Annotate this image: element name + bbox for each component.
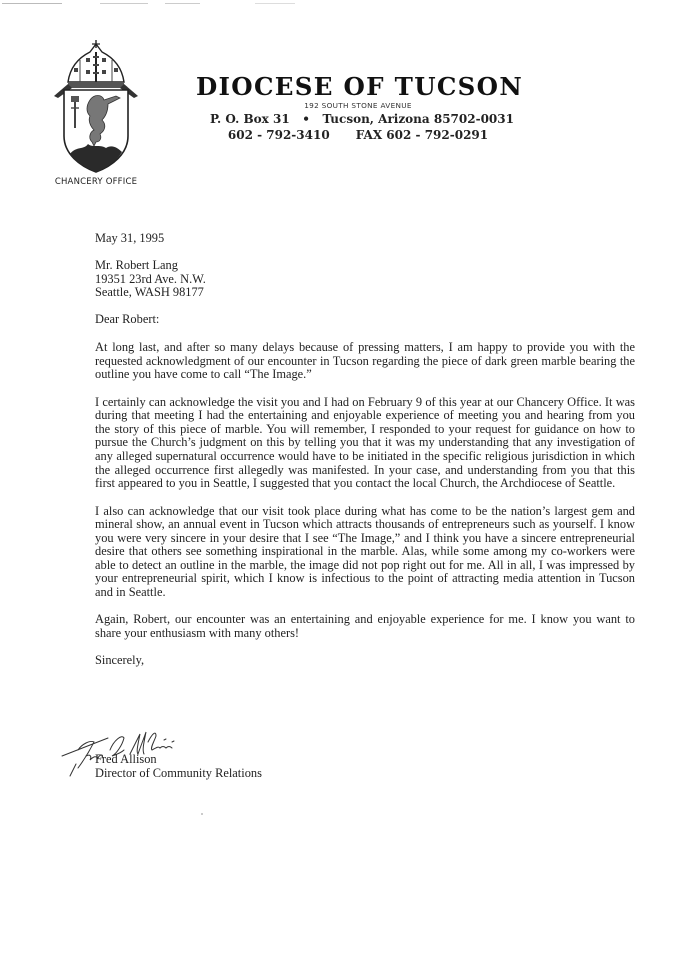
scan-artifact [100, 3, 148, 4]
phone-number: 602 - 792-3410 [227, 128, 330, 142]
fax-number: FAX 602 - 792-0291 [355, 128, 489, 142]
bullet-separator: • [302, 112, 310, 126]
mailing-address [210, 111, 514, 127]
recipient-city: Seattle, WASH 98177 [95, 285, 204, 300]
scan-artifact [2, 3, 62, 4]
signer-block [95, 753, 262, 780]
scan-artifact [255, 3, 295, 4]
contact-numbers [210, 127, 506, 143]
recipient-street: 19351 23rd Ave. N.W. [95, 271, 206, 286]
paragraph: I certainly can acknowledge the visit you and I had on February 9 of this year at our Chancery Office. It was during that meeting I had the entertaining and enjoyable experience of meeting you and hearing from you the story of this piece of marble. You will remember, I responded to your request for guidance on how to pursue the Church’s judgment on this by telling you that it was my understanding that any investigation of any alleged supernatural occurrence would have to be initiated in the specific religious jurisdiction in which the alleged occurrence first allegedly was manifested. In your case, and understanding from you that this first appeared to you in Seattle, I suggested that you contact the local Church, the Archdiocese of Seattle. [95, 394, 635, 491]
signer-name: Fred Allison [95, 752, 157, 766]
city-state-zip: Tucson, Arizona 85702-0031 [322, 112, 514, 126]
organization-name: DIOCESE OF TUCSON [196, 72, 524, 101]
paragraph: At long last, and after so many delays because of pressing matters, I am happy to provide you with the requested acknowledgment of our encounter in Tucson regarding the piece of dark green marble bearing the outline you have come to call “The Image.” [95, 339, 635, 382]
closing: Sincerely, [95, 652, 145, 667]
scan-artifact [165, 3, 200, 4]
scan-speck [201, 813, 203, 815]
diocesan-coat-of-arms-icon [50, 38, 142, 178]
recipient-name: Mr. Robert Lang [95, 258, 178, 273]
letterhead [196, 72, 524, 143]
recipient-address [95, 259, 635, 300]
signer-title: Director of Community Relations [95, 765, 262, 780]
letter-body [95, 232, 635, 667]
paragraph: I also can acknowledge that our visit took place during what has come to be the nation’s largest gem and mineral show, an annual event in Tucson which attracts thousands of entrepreneurs such as yourself. I know you were very sincere in your desire that I see “The Image,” and I think you have a sincere entrepreneurial desire that others see something inspirational in the marble. Alas, while some among my co-workers were able to detect an outline in the marble, the image did not pop right out for me. All in all, I was impressed by your entrepreneurial spirit, which I know is infectious to the point of attracting media attention in Tucson and in Seattle. [95, 503, 635, 600]
paragraph: Again, Robert, our encounter was an entertaining and enjoyable experience for me. I know you want to share your enthusiasm with many others! [95, 612, 635, 641]
po-box: P. O. Box 31 [210, 112, 290, 126]
salutation: Dear Robert: [95, 312, 160, 327]
letter-date: May 31, 1995 [95, 231, 165, 245]
chancery-office-label: CHANCERY OFFICE [54, 177, 138, 187]
street-address: 192 SOUTH STONE AVENUE [304, 101, 412, 110]
